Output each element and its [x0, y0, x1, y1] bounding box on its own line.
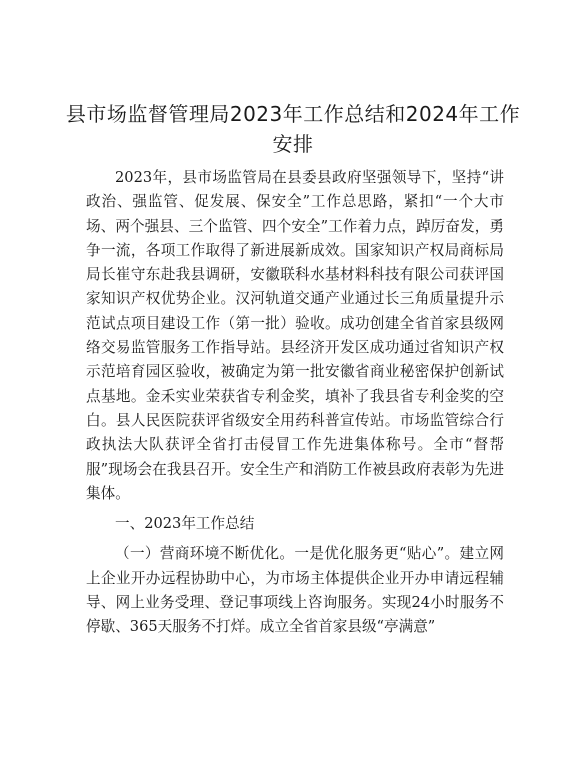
document-body — [86, 166, 504, 640]
section-heading: 一、2023年工作总结 — [115, 515, 255, 533]
intro-paragraph: 2023年，县市场监管局在县委县政府坚强领导下，坚持“讲政治、强监管、促发展、保安全”工作总思路，紧扣“一个大市场、两个强县、三个监管、四个安全”工作着力点，踔厉奋发，勇争一流，各项工作取得了新进展新成效。国家知识产权局商标局局长崔守东赴我县调研，安徽联科水基材料科技有限公司获评国家知识产权优势企业。汉河轨道交通产业通过长三角质量提升示范试点项目建设工作（第一批）验收。成功创建全省首家县级网络交易监管服务工作指导站。县经济开发区成功通过省知识产权示范培育园区验收，被确定为第一批安徽省商业秘密保护创新试点基地。金禾实业荣获省专利金奖，填补了我县省专利金奖的空白。县人民医院获评省级安全用药科普宣传站。市场监管综合行政执法大队获评全省打击侵冒工作先进集体称号。全市“督帮服”现场会在我县召开。安全生产和消防工作被县政府表彰为先进集体。 — [86, 169, 504, 502]
subsection-paragraph: （一）营商环境不断优化。一是优化服务更“贴心”。建立网上企业开办远程协助中心，为市场主体提供企业开办申请远程辅导、网上业务受理、登记事项线上咨询服务。实现24小时服务不停歇、365天服务不打烊。成立全省首家县级“亭满意” — [86, 545, 504, 636]
document-title: 县市场监督管理局2023年工作总结和2024年工作安排 — [65, 102, 521, 156]
